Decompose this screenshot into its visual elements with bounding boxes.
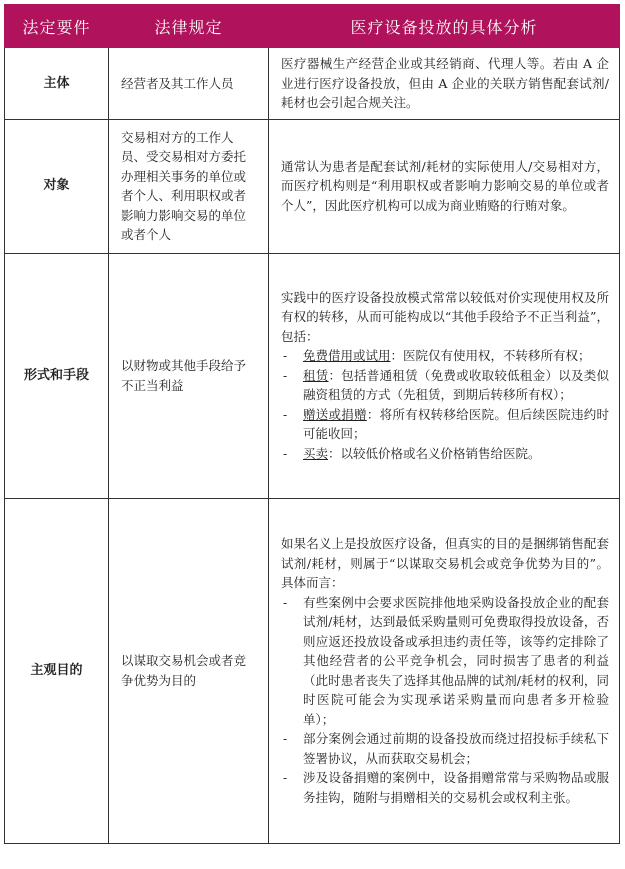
list-item [281, 444, 609, 464]
list-item [281, 729, 609, 768]
analysis-cell [269, 253, 620, 498]
law-cell: 以谋取交易机会或者竞争优势为目的 [109, 498, 269, 843]
table-row-subjective-purpose [5, 498, 620, 843]
item-text: 部分案例会通过前期的设备投放而绕过招投标手续私下签署协议，从而获取交易机会； [303, 731, 609, 766]
list-item [281, 346, 609, 366]
analysis-cell: 医疗器械生产经营企业或其经销商、代理人等。若由 A 企业进行医疗设备投放，但由 A 企业的关联方销售配套试剂/耗材也会引起合规关注。 [269, 48, 620, 120]
table-row-form-and-means [5, 253, 620, 498]
analysis-cell [269, 498, 620, 843]
requirement-cell: 对象 [5, 119, 109, 253]
list-item [281, 768, 609, 807]
requirement-cell: 主体 [5, 48, 109, 120]
item-keyword: 租赁 [303, 367, 329, 383]
law-cell: 交易相对方的工作人员、受交易相对方委托办理相关事务的单位或者个人、利用职权或者影响力影响交易的单位或者个人 [109, 119, 269, 253]
dash-bullet: - [283, 770, 288, 785]
analysis-intro: 实践中的医疗设备投放模式常常以较低对价实现使用权及所有权的转移，从而可能构成以“其他手段给予不正当利益”，包括： [281, 289, 609, 344]
item-keyword: 买卖 [303, 445, 329, 461]
analysis-cell: 通常认为患者是配套试剂/耗材的实际使用人/交易相对方，而医疗机构则是“利用职权或者影响力影响交易的单位或者个人”，因此医疗机构可以成为商业贿赂的行贿对象。 [269, 119, 620, 253]
item-text: 有些案例中会要求医院排他地采购设备投放企业的配套试剂/耗材，达到最低采购量则可免费取得投放设备，否则应返还投放设备或承担违约责任等，该等约定排除了其他经营者的公平竞争机会，同时损害了患者的利益（此时患者丧失了选择其他品牌的试剂/耗材的权利，同时医院可能会为实现承诺采购量而向患者多开检验单）； [303, 594, 609, 727]
analysis-intro: 如果名义上是投放医疗设备，但真实的目的是捆绑销售配套试剂/耗材，则属于“以谋取交易机会或竞争优势为目的”。具体而言： [281, 536, 609, 590]
dash-bullet: - [283, 731, 288, 746]
item-text: ：医院仅有使用权，不转移所有权； [390, 348, 591, 364]
dash-bullet: - [283, 348, 288, 364]
requirement-cell: 主观目的 [5, 498, 109, 843]
item-keyword: 免费借用或试用 [303, 348, 391, 364]
means-list [281, 346, 609, 463]
item-keyword: 赠送或捐赠 [303, 406, 367, 422]
dash-bullet: - [283, 367, 288, 383]
header-requirement: 法定要件 [5, 5, 109, 48]
table-row-object [5, 119, 620, 253]
item-text: ：将所有权转移给医院。但后续医院违约时可能收回； [303, 406, 609, 442]
list-item [281, 366, 609, 405]
table-header-row [5, 5, 620, 48]
law-cell: 以财物或其他手段给予不正当利益 [109, 253, 269, 498]
legal-requirements-table [4, 4, 620, 844]
header-analysis: 医疗设备投放的具体分析 [269, 5, 620, 48]
item-text: 涉及设备捐赠的案例中，设备捐赠常常与采购物品或服务挂钩，随附与捐赠相关的交易机会或权利主张。 [303, 770, 609, 805]
table-row-subject [5, 48, 620, 120]
dash-bullet: - [283, 406, 288, 422]
purpose-list [281, 593, 609, 808]
law-cell: 经营者及其工作人员 [109, 48, 269, 120]
dash-bullet: - [283, 445, 288, 461]
requirement-cell: 形式和手段 [5, 253, 109, 498]
item-text: ：以较低价格或名义价格销售给医院。 [328, 445, 541, 461]
dash-bullet: - [283, 594, 288, 610]
header-law: 法律规定 [109, 5, 269, 48]
item-text: ：包括普通租赁（免费或收取较低租金）以及类似融资租赁的方式（先租赁，到期后转移所有权）； [303, 367, 609, 403]
list-item [281, 405, 609, 444]
list-item [281, 593, 609, 730]
